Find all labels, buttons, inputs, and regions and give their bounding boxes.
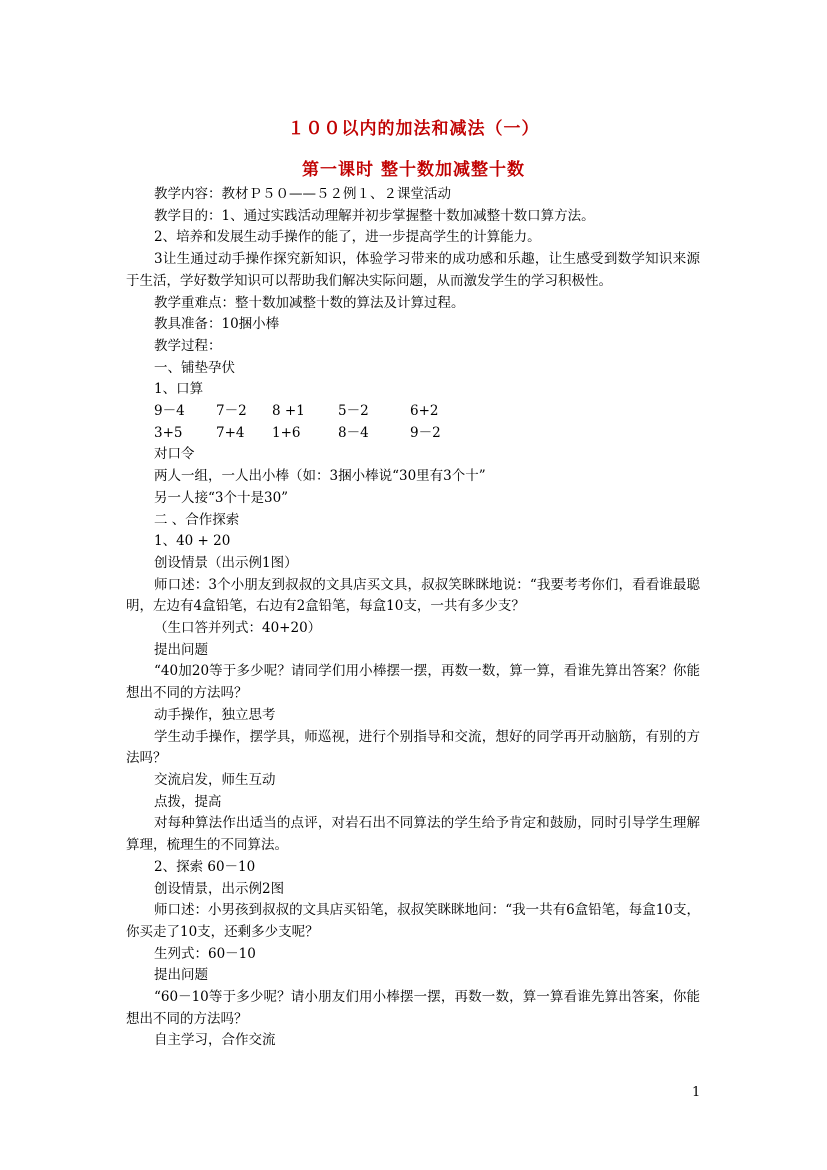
text-line: 交流启发，师生互动 — [154, 771, 276, 788]
text-line: （生口答并列式：40+20） — [154, 620, 322, 637]
oral-calc-item: 6+2 — [410, 403, 439, 420]
text-line: 1、40 + 20 — [154, 533, 231, 550]
text-line: 点拨，提高 — [154, 793, 222, 810]
document-body — [126, 184, 700, 1052]
oral-calc-item: 1+6 — [272, 424, 301, 441]
text-paragraph: 对每种算法作出适当的点评，对岩石出不同算法的学生给予肯定和鼓励，同时引导学生理解算理，梳理生的不同算法。 — [126, 815, 700, 854]
lesson-subtitle: 第一课时 整十数加减整十数 — [302, 160, 525, 180]
text-line: 2、培养和发展生动手操作的能了，进一步提高学生的计算能力。 — [154, 229, 541, 246]
oral-calc-item: 7+4 — [216, 424, 245, 441]
document-title: １００以内的加法和减法（一） — [287, 119, 540, 139]
text-line: 提出问题 — [154, 967, 208, 984]
text-line: 1、口算 — [154, 381, 204, 398]
text-paragraph: 师口述：3个小朋友到叔叔的文具店买文具，叔叔笑眯眯地说：“我要考考你们，看看谁最聪明，左边有4盒铅笔，右边有2盒铅笔，每盒10支，一共有多少支？ — [126, 576, 700, 615]
oral-calc-item: 5－2 — [338, 403, 369, 420]
text-paragraph: 3让生通过动手操作探究新知识，体验学习带来的成功感和乐趣，让生感受到数学知识来源于生活，学好数学知识可以帮助我们解决实际问题，从而激发学生的学习积极性。 — [126, 251, 700, 289]
text-line: 教学过程： — [154, 337, 222, 354]
oral-calc-item: 7－2 — [216, 403, 247, 420]
page-number: 1 — [692, 1085, 701, 1100]
text-line: 另一人接“3个十是30” — [154, 489, 289, 506]
text-paragraph: “60－10等于多少呢？请小朋友们用小棒摆一摆，再数一数，算一算看谁先算出答案，你能想出不同的方法吗？ — [126, 989, 700, 1027]
oral-calc-item: 8－4 — [338, 424, 369, 441]
text-line: 创设情景，出示例2图 — [154, 880, 285, 897]
oral-calc-item: 8 +1 — [272, 403, 305, 420]
text-line: 两人一组，一人出小棒（如：3捆小棒说“30里有3个十” — [154, 468, 486, 485]
text-paragraph: “40加20等于多少呢？请同学们用小棒摆一摆，再数一数，算一算，看谁先算出答案？你能想出不同的方法吗？ — [126, 663, 700, 702]
section-heading: 一、铺垫孕伏 — [154, 359, 235, 376]
text-line: 动手操作，独立思考 — [154, 706, 276, 723]
text-line: 2、探索 60－10 — [154, 858, 256, 875]
oral-calc-item: 3+5 — [154, 424, 183, 441]
text-line: 创设情景（出示例1图） — [154, 554, 298, 571]
text-paragraph: 学生动手操作，摆学具，师巡视，进行个别指导和交流，想好的同学再开动脑筋，有别的方法吗？ — [126, 728, 700, 767]
text-line: 提出问题 — [154, 641, 208, 658]
section-heading: 二 、合作探索 — [154, 511, 240, 528]
text-line: 对口令 — [154, 446, 195, 463]
text-paragraph: 师口述：小男孩到叔叔的文具店买铅笔，叔叔笑眯眯地问：“我一共有6盒铅笔，每盒10支，你买走了10支，还剩多少支呢？ — [126, 902, 700, 940]
text-line: 教学目的：1、通过实践活动理解并初步掌握整十数加减整十数口算方法。 — [154, 207, 595, 224]
oral-calc-row — [126, 401, 700, 423]
oral-calc-item: 9－4 — [154, 403, 185, 420]
text-line: 教学内容：教材Ｐ５０——５２例１、２课堂活动 — [154, 186, 451, 202]
text-line: 教具准备：10捆小棒 — [154, 316, 280, 333]
text-line: 教学重难点：整十数加减整十数的算法及计算过程。 — [154, 294, 465, 311]
oral-calc-item: 9－2 — [410, 424, 441, 441]
text-line: 自主学习，合作交流 — [154, 1032, 276, 1049]
oral-calc-row — [126, 423, 700, 445]
text-line: 生列式：60－10 — [154, 945, 256, 962]
